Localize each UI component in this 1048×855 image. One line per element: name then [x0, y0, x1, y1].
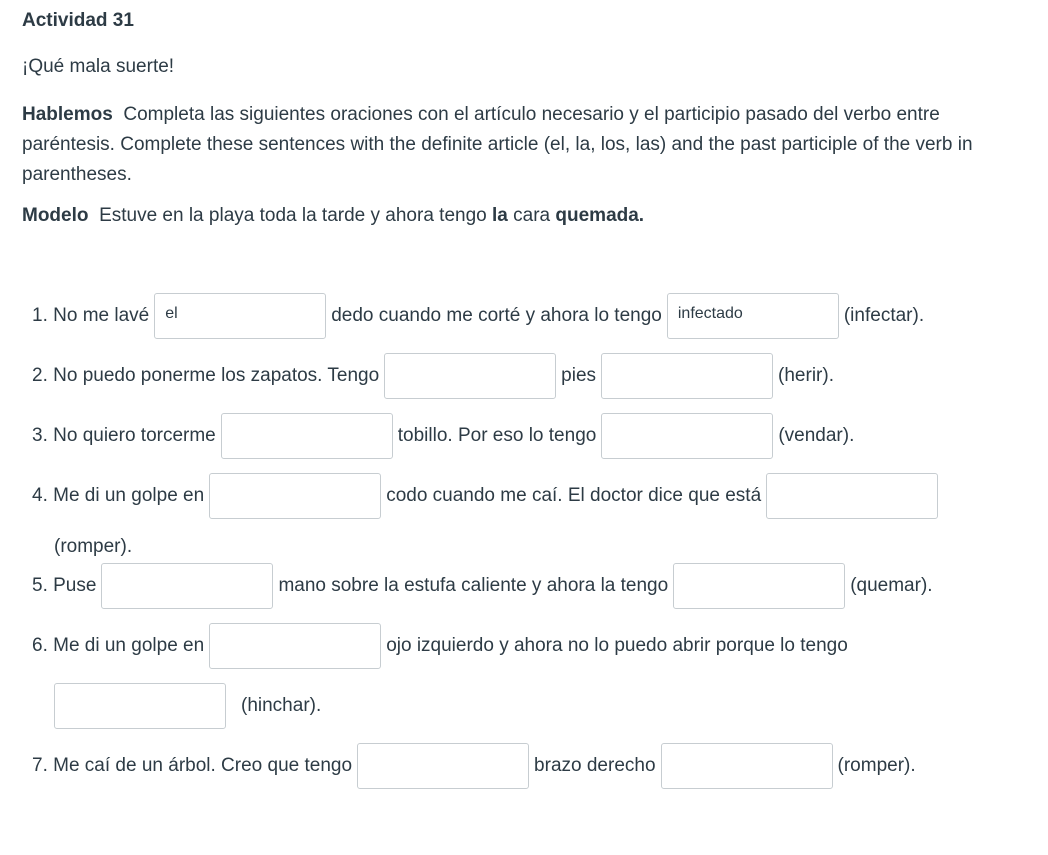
q3-text-a: 3. No quiero torcerme	[32, 425, 216, 446]
question-6	[32, 623, 848, 669]
question-4	[32, 473, 943, 519]
q3-text-b: tobillo. Por eso lo tengo	[397, 425, 597, 446]
question-2	[32, 353, 834, 399]
q6-text-b: ojo izquierdo y ahora no lo puedo abrir porque lo tengo	[386, 635, 848, 656]
q1-article-input[interactable]	[154, 293, 326, 339]
q7-text-b: brazo derecho	[534, 755, 656, 776]
activity-subtitle: ¡Qué mala suerte!	[22, 56, 175, 77]
instructions	[22, 100, 1022, 190]
q2-article-input[interactable]	[384, 353, 556, 399]
question-5	[32, 563, 933, 609]
model-participle: quemada.	[555, 205, 645, 226]
q1-text-c: (infectar).	[843, 305, 925, 326]
q7-participle-input[interactable]	[661, 743, 833, 789]
q4-participle-input[interactable]	[766, 473, 938, 519]
q5-text-c: (quemar).	[850, 575, 933, 596]
model-article: la	[492, 205, 508, 226]
q2-text-c: (herir).	[778, 365, 834, 386]
q5-participle-input[interactable]	[673, 563, 845, 609]
question-6-continued	[54, 683, 321, 729]
instructions-label: Hablemos	[22, 104, 113, 125]
model-example	[22, 205, 644, 227]
q7-text-a: 7. Me caí de un árbol. Creo que tengo	[32, 755, 353, 776]
q5-text-b: mano sobre la estufa caliente y ahora la tengo	[278, 575, 669, 596]
q4-text-c: (romper).	[54, 536, 133, 557]
q6-participle-input[interactable]	[54, 683, 226, 729]
question-7	[32, 743, 916, 789]
q3-participle-input[interactable]	[601, 413, 773, 459]
q3-text-c: (vendar).	[778, 425, 855, 446]
q1-text-b: dedo cuando me corté y ahora lo tengo	[331, 305, 662, 326]
model-noun: cara	[513, 205, 551, 226]
q6-text-a: 6. Me di un golpe en	[32, 635, 205, 656]
q2-text-b: pies	[561, 365, 597, 386]
q4-article-input[interactable]	[209, 473, 381, 519]
q6-article-input[interactable]	[209, 623, 381, 669]
model-label: Modelo	[22, 205, 89, 226]
q3-article-input[interactable]	[221, 413, 393, 459]
q7-text-c: (romper).	[837, 755, 916, 776]
q5-text-a: 5. Puse	[32, 575, 97, 596]
q4-text-a: 4. Me di un golpe en	[32, 485, 205, 506]
question-1	[32, 293, 924, 339]
q2-participle-input[interactable]	[601, 353, 773, 399]
q1-text-a: 1. No me lavé	[32, 305, 150, 326]
question-3	[32, 413, 854, 459]
q1-participle-input[interactable]	[667, 293, 839, 339]
model-text-start: Estuve en la playa toda la tarde y ahora tengo	[99, 205, 487, 226]
instructions-text: Completa las siguientes oraciones con el artículo necesario y el participio pasado del verbo entre paréntesis. Complete these sentences with the definite article (el, la, los, las) and the past participle of the verb in parentheses.	[22, 104, 973, 185]
q7-article-input[interactable]	[357, 743, 529, 789]
page-title: Actividad 31	[22, 10, 134, 31]
q4-text-b: codo cuando me caí. El doctor dice que está	[386, 485, 762, 506]
q5-article-input[interactable]	[101, 563, 273, 609]
q2-text-a: 2. No puedo ponerme los zapatos. Tengo	[32, 365, 380, 386]
q6-text-c: (hinchar).	[241, 695, 322, 716]
